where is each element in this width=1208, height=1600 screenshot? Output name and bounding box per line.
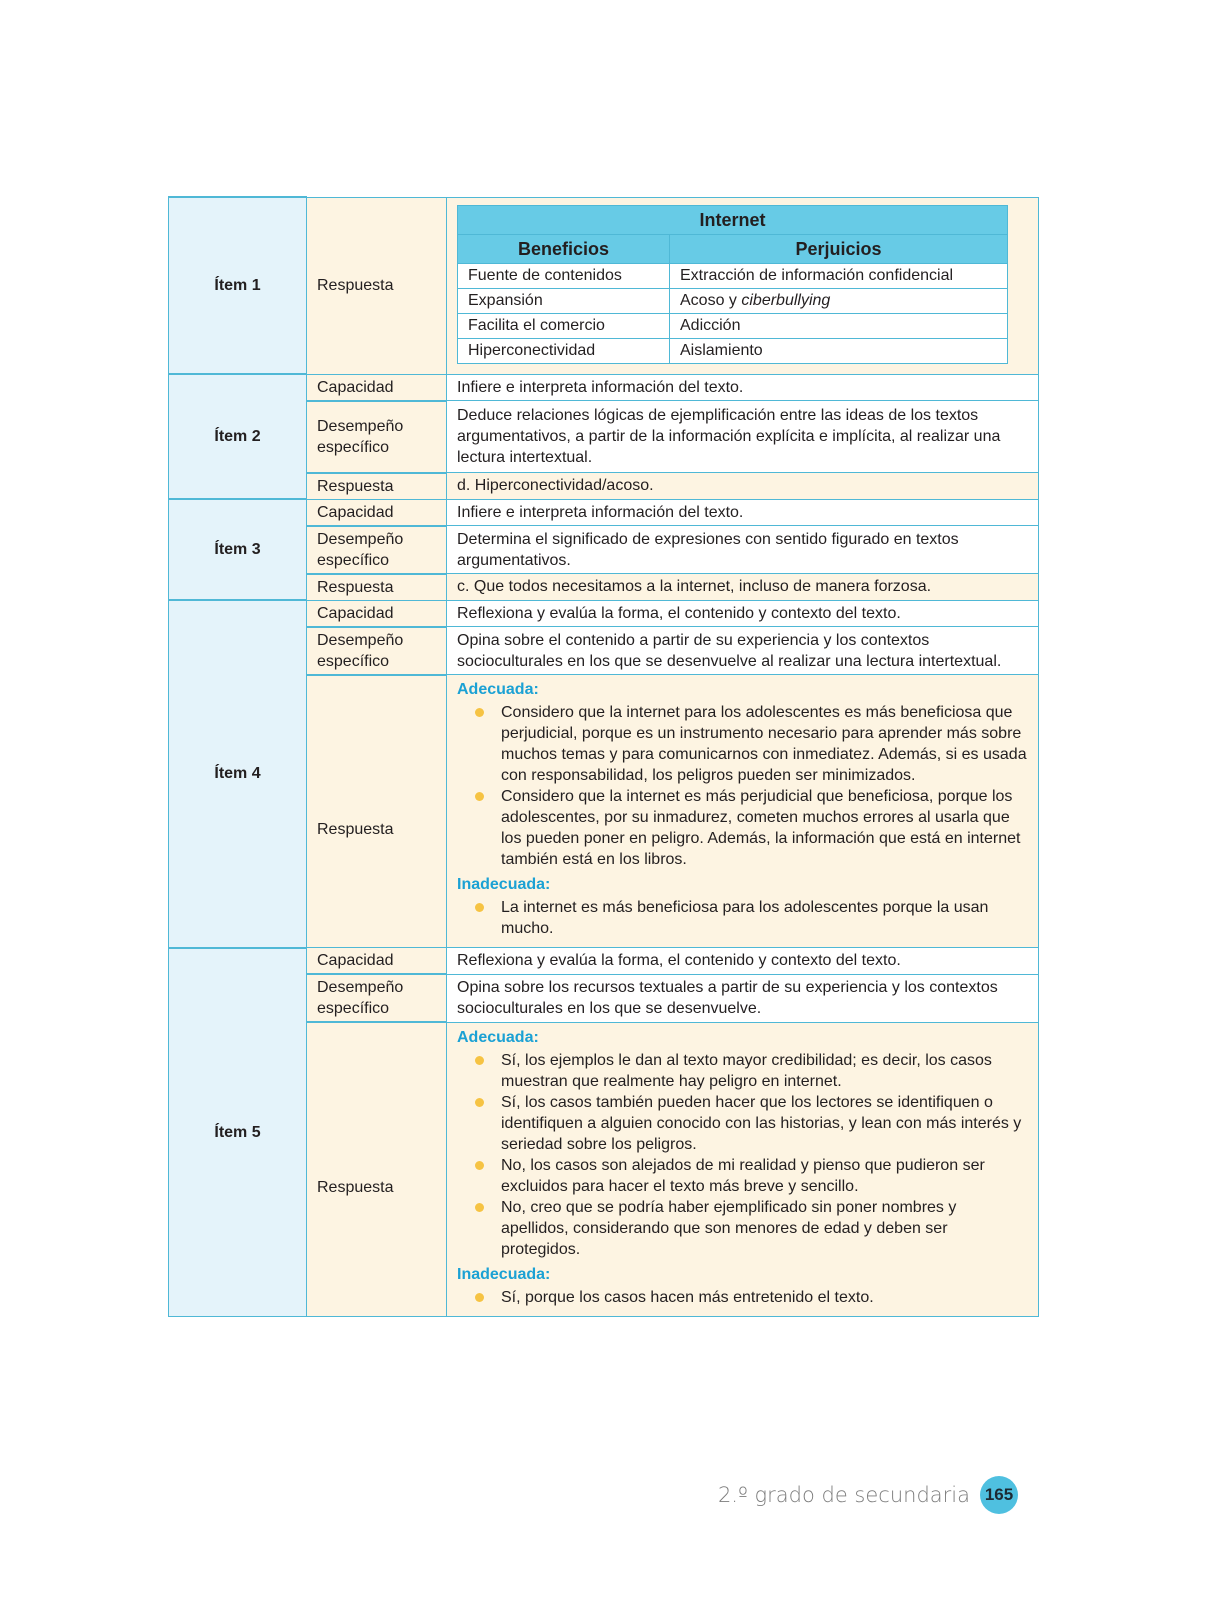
- row-label: Respuesta: [307, 473, 447, 500]
- list-item: [501, 786, 1028, 870]
- item-1-label: Ítem 1: [169, 197, 307, 374]
- list-item-text: No, creo que se podría haber ejemplificado sin poner nombres y apellidos, considerando que son menores de edad y deben ser protegidos.: [501, 1198, 957, 1258]
- row-text: Infiere e interpreta información del texto.: [447, 499, 1039, 526]
- list-item-text: Considero que la internet es más perjudicial que beneficiosa, porque los adolescentes, por su inmadurez, cometen muchos errores al usarla que los pueden poner en peligro. Además, la información que está en internet también está en los libros.: [501, 788, 1021, 868]
- list-item-text: Considero que la internet para los adolescentes es más beneficiosa que perjudicial, porque es un instrumento necesario para aprender más sobre muchos temas y para comunicarnos con inmediatez. Además, si es usada con responsabilidad, los peligros pueden ser minimizados.: [501, 704, 1027, 784]
- inadecuada-list: [457, 897, 1028, 939]
- item-2-row-capacidad: [169, 374, 1039, 401]
- item-5-answer-cell: [447, 1022, 1039, 1316]
- evaluation-table: [168, 196, 1039, 1317]
- row-text: d. Hiperconectividad/acoso.: [447, 473, 1039, 500]
- row-label: Capacidad: [307, 374, 447, 401]
- row-label: Capacidad: [307, 600, 447, 627]
- list-item: [501, 897, 1028, 939]
- row-label: Capacidad: [307, 948, 447, 975]
- bullet-icon: [475, 708, 484, 717]
- bullet-icon: [475, 792, 484, 801]
- row-text: Determina el significado de expresiones con sentido figurado en textos argumentativos.: [447, 526, 1039, 574]
- item-4-label: Ítem 4: [169, 600, 307, 948]
- bullet-icon: [475, 1098, 484, 1107]
- table-row: [458, 314, 1008, 339]
- bullet-icon: [475, 903, 484, 912]
- item-4-row-capacidad: [169, 600, 1039, 627]
- list-item-text: La internet es más beneficiosa para los adolescentes porque la usan mucho.: [501, 899, 989, 937]
- bullet-icon: [475, 1161, 484, 1170]
- footer-grade-text: 2.º grado de secundaria: [717, 1483, 970, 1507]
- row-label: Desempeño específico: [307, 526, 447, 574]
- item-5-row-capacidad: [169, 948, 1039, 975]
- bullet-icon: [475, 1056, 484, 1065]
- table-cell: Fuente de contenidos: [458, 264, 670, 289]
- page-number: 165: [980, 1476, 1018, 1514]
- row-text: Opina sobre el contenido a partir de su experiencia y los contextos socioculturales en los que se desenvuelve al realizar una lectura intertextual.: [447, 627, 1039, 675]
- row-label: Respuesta: [307, 197, 447, 374]
- adecuada-list: [457, 702, 1028, 870]
- adecuada-list: [457, 1050, 1028, 1260]
- table-cell: Adicción: [670, 314, 1008, 339]
- bullet-icon: [475, 1203, 484, 1212]
- item-5-label: Ítem 5: [169, 948, 307, 1317]
- list-item: [501, 702, 1028, 786]
- adecuada-heading: Adecuada:: [457, 1028, 539, 1046]
- internet-table-header-beneficios: Beneficios: [458, 235, 670, 264]
- table-cell: Expansión: [458, 289, 670, 314]
- adecuada-heading: Adecuada:: [457, 681, 539, 698]
- table-cell: Facilita el comercio: [458, 314, 670, 339]
- inadecuada-list: [457, 1287, 1028, 1308]
- row-text: Reflexiona y evalúa la forma, el contenido y contexto del texto.: [447, 600, 1039, 627]
- table-cell: Hiperconectividad: [458, 339, 670, 364]
- row-text: Reflexiona y evalúa la forma, el contenido y contexto del texto.: [447, 948, 1039, 975]
- item-3-label: Ítem 3: [169, 499, 307, 600]
- list-item-text: Sí, los ejemplos le dan al texto mayor credibilidad; es decir, los casos muestran que realmente hay peligro en internet.: [501, 1051, 992, 1090]
- row-label: Capacidad: [307, 499, 447, 526]
- list-item-text: No, los casos son alejados de mi realidad y pienso que pudieron ser excluidos para hacer el texto más breve y sencillo.: [501, 1156, 985, 1195]
- internet-table-title: Internet: [458, 206, 1008, 235]
- row-text: Infiere e interpreta información del texto.: [447, 374, 1039, 401]
- item-1-answer-cell: [447, 197, 1039, 374]
- table-cell: Extracción de información confidencial: [670, 264, 1008, 289]
- row-label: Desempeño específico: [307, 974, 447, 1022]
- item-4-answer-cell: [447, 675, 1039, 948]
- list-item: [501, 1092, 1028, 1155]
- page-footer: [718, 1476, 1018, 1514]
- table-cell: Acoso y ciberbullying: [670, 289, 1008, 314]
- inadecuada-heading: Inadecuada:: [457, 1265, 551, 1283]
- row-text: Deduce relaciones lógicas de ejemplificación entre las ideas de los textos argumentativos, a partir de la información explícita e implícita, al realizar una lectura intertextual.: [447, 401, 1039, 473]
- table-row: [458, 264, 1008, 289]
- list-item-text: Sí, porque los casos hacen más entretenido el texto.: [501, 1288, 874, 1306]
- table-cell: Aislamiento: [670, 339, 1008, 364]
- list-item-text: Sí, los casos también pueden hacer que los lectores se identifiquen o identifiquen a alguien conocido con las historias, y lean con más interés y seriedad sobre los peligros.: [501, 1093, 1022, 1153]
- row-label: Respuesta: [307, 675, 447, 948]
- item-3-row-capacidad: [169, 499, 1039, 526]
- row-label: Respuesta: [307, 1022, 447, 1316]
- inadecuada-heading: Inadecuada:: [457, 876, 551, 893]
- list-item: [501, 1155, 1028, 1197]
- italic-term: ciberbullying: [741, 292, 831, 309]
- row-label: Desempeño específico: [307, 401, 447, 473]
- item-1-row-respuesta: [169, 197, 1039, 374]
- list-item: [501, 1287, 1028, 1308]
- item-2-label: Ítem 2: [169, 374, 307, 499]
- list-item: [501, 1197, 1028, 1260]
- table-row: [458, 289, 1008, 314]
- row-text: Opina sobre los recursos textuales a partir de su experiencia y los contextos socioculturales en los que se desenvuelve.: [447, 974, 1039, 1022]
- list-item: [501, 1050, 1028, 1092]
- row-label: Desempeño específico: [307, 627, 447, 675]
- row-label: Respuesta: [307, 574, 447, 601]
- table-row: [458, 339, 1008, 364]
- row-text: c. Que todos necesitamos a la internet, incluso de manera forzosa.: [447, 574, 1039, 601]
- internet-table: [457, 205, 1008, 364]
- bullet-icon: [475, 1293, 484, 1302]
- internet-table-header-perjuicios: Perjuicios: [670, 235, 1008, 264]
